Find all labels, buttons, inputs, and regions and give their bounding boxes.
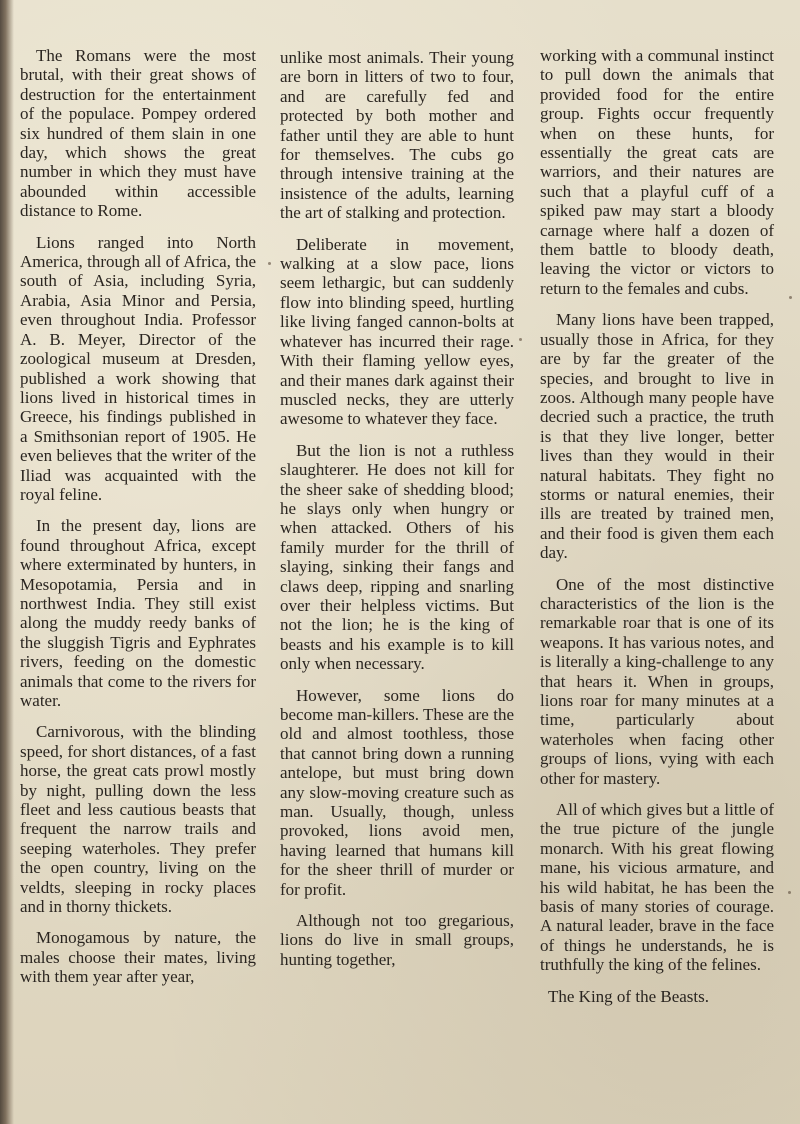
paragraph: In the present day, lions are found throughout Africa, except where exterminated by hunters, in Mesopotamia, Persia and in northwest India. They still exist along the muddy reedy banks of the sluggish Tigris and Eyphrates rivers, feeding on the domestic animals that come to the rivers for water. xyxy=(20,516,256,710)
text-column-1 xyxy=(20,46,256,999)
paragraph: Lions ranged into North America, through all of Africa, the south of Asia, including Syria, Arabia, Asia Minor and Persia, even throughout India. Professor A. B. Meyer, Director of the zoological museum at Dresden, published a work showing that lions lived in historical times in Greece, his findings published in a Smithsonian report of 1905. He even believes that the writer of the Iliad was acquainted with the royal feline. xyxy=(20,232,256,504)
print-speck xyxy=(519,338,522,341)
paragraph: Deliberate in movement, walking at a slow pace, lions seem lethargic, but can suddenly flow into blinding speed, hurtling like living fanged cannon-bolts at whatever has incurred their rage. With their flaming yellow eyes, and their manes dark against their muscled necks, they are utterly awesome to whatever they face. xyxy=(280,234,514,429)
paragraph: working with a communal instinct to pull down the animals that provided food for the entire group. Fights occur frequently when on these hunts, for essentially the great cats are warriors, and their natures are such that a playful cuff of a spiked paw may start a bloody carnage where half a dozen of them battle to bloody death, leaving the victor or victors to return to the females and cubs. xyxy=(540,46,774,298)
paragraph: All of which gives but a little of the true picture of the jungle monarch. With his great flowing mane, his vicious armature, and his wild habitat, he has been the basis of many stories of courage. A natural leader, brave in the face of things he understands, he is truthfully the king of the felines. xyxy=(540,800,774,975)
text-column-3 xyxy=(540,46,774,1006)
article-signature: The King of the Beasts. xyxy=(548,986,709,1006)
paragraph: However, some lions do become man-killers. These are the old and almost toothless, those that cannot bring down a running antelope, but must bring down any slow-moving creature such as man. Usually, though, unless provoked, lions avoid men, having learned that humans kill for the sheer thrill of murder or for profit. xyxy=(280,685,514,899)
paragraph: One of the most distinctive characteristics of the lion is the remarkable roar that is one of its weapons. It has various notes, and is literally a king-challenge to any that hears it. When in groups, lions roar for many minutes at a time, particularly about waterholes when facing other groups of lions, vying with each other for mastery. xyxy=(540,574,774,788)
paragraph: unlike most animals. Their young are born in litters of two to four, and are carefully fed and protected by both mother and father until they are able to hunt for themselves. The cubs go through intensive training at the insistence of the adults, learning the art of stalking and protection. xyxy=(280,48,514,223)
paragraph: Carnivorous, with the blinding speed, for short distances, of a fast horse, the great cats prowl mostly by night, pulling down the less fleet and less cautious beasts that frequent the narrow trails and seeping waterholes. They prefer the open country, living on the veldts, sleeping in rocky places and in thorny thickets. xyxy=(20,722,256,917)
paragraph: Monogamous by nature, the males choose their mates, living with them year after year, xyxy=(20,928,256,987)
paragraph: But the lion is not a ruthless slaughterer. He does not kill for the sheer sake of shedding blood; he slays only when hungry or when attacked. Others of his family murder for the thrill of slaying, sinking their fangs and claws deep, ripping and snarling over their helpless victims. But not the lion; he is the king of beasts and his example is to kill only when necessary. xyxy=(280,440,514,674)
page-binding-edge xyxy=(0,0,14,1124)
paragraph: The Romans were the most brutal, with their great shows of destruction for the entertainment of the populace. Pompey ordered six hundred of them slain in one day, which shows the great number in which they must have abounded within accessible distance to Rome. xyxy=(20,46,256,221)
paragraph: Although not too gregarious, lions do live in small groups, hunting together, xyxy=(280,911,514,969)
print-speck xyxy=(788,891,791,894)
paragraph: Many lions have been trapped, usually those in Africa, for they are by far the greater of the species, and brought to live in zoos. Although many people have decried such a practice, the truth is that they live longer, better lives than they would in their natural habitats. They fight no storms or natural enemies, their ills are treated by trained men, and their food is given them each day. xyxy=(540,310,774,563)
print-speck xyxy=(268,262,271,265)
text-column-2 xyxy=(280,48,514,981)
print-speck xyxy=(789,296,792,299)
